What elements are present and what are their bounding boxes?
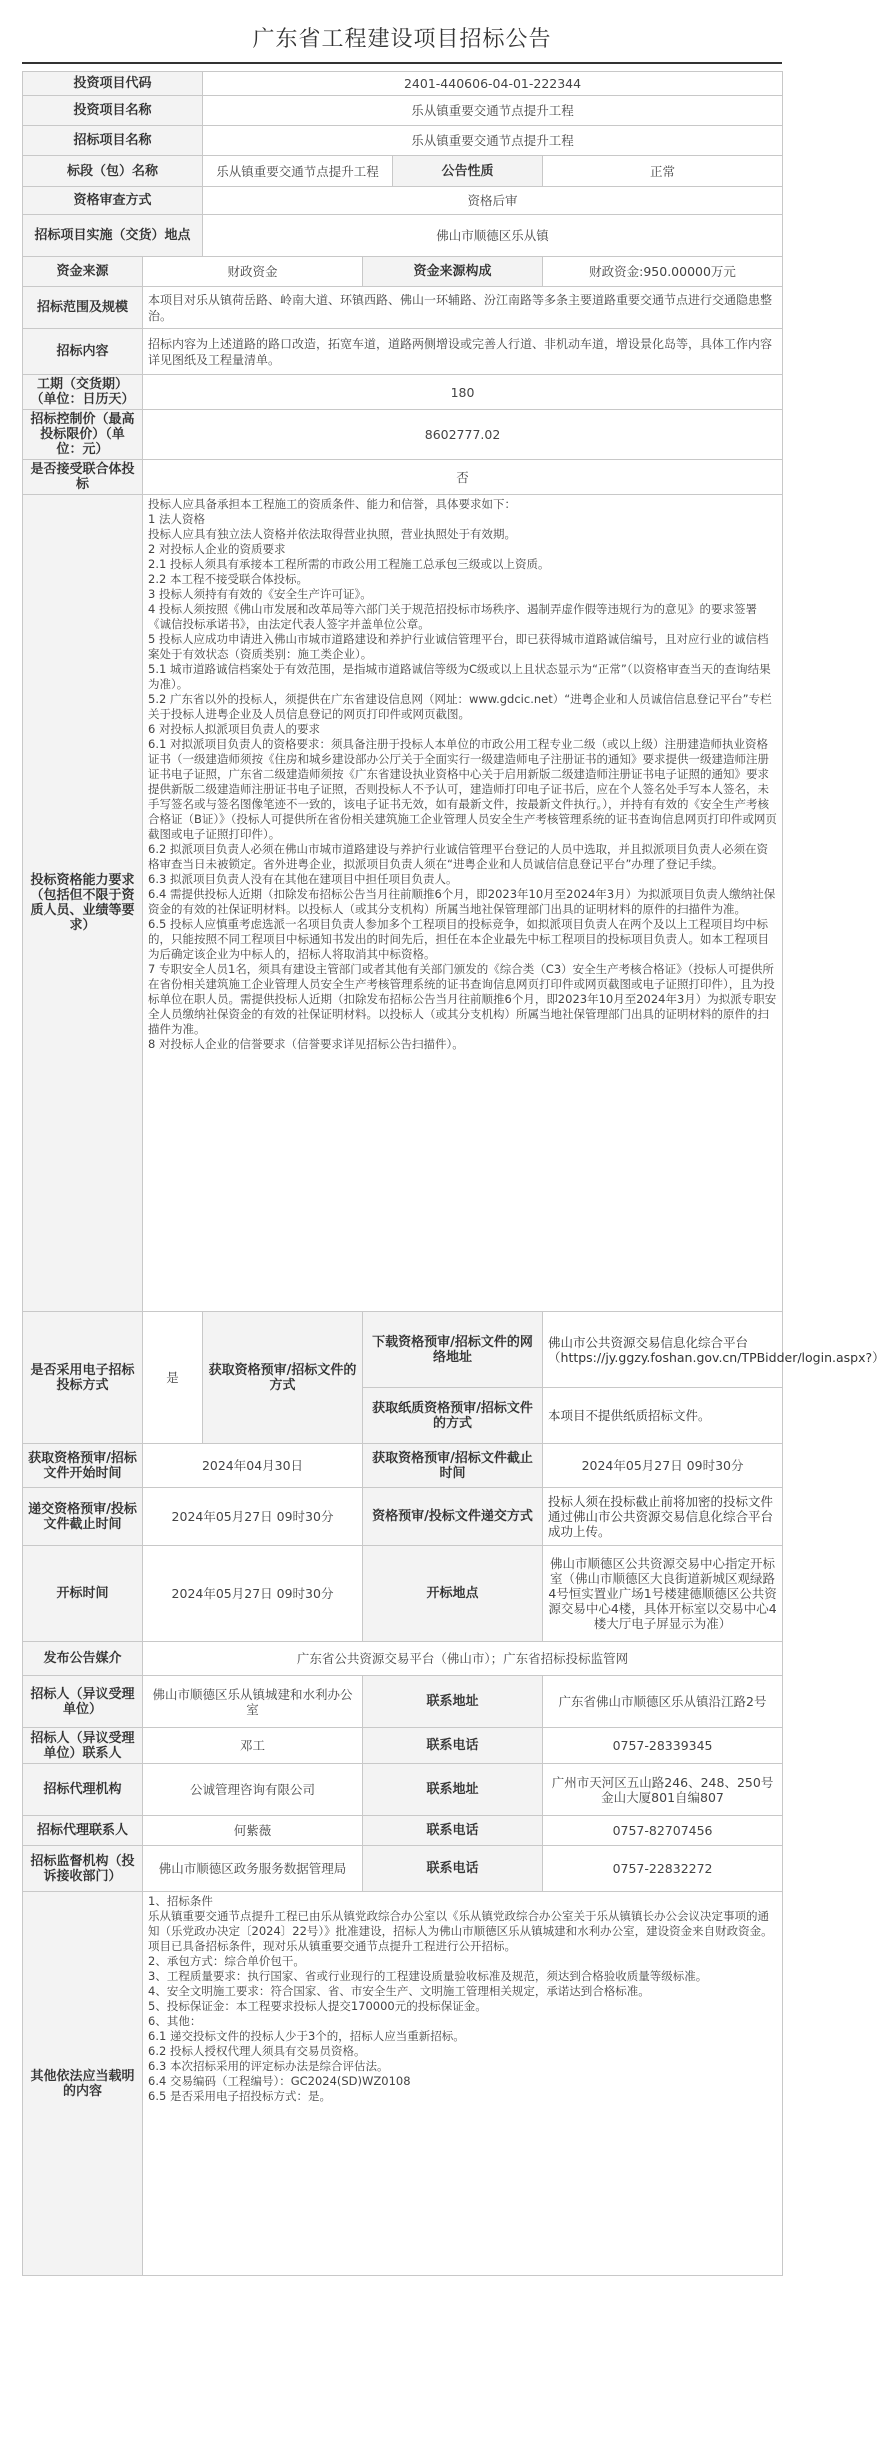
electronic-label: 是否采用电子招标投标方式 (23, 1312, 143, 1444)
title-divider (22, 62, 782, 64)
row-submit-time (23, 1488, 783, 1546)
other-content-label: 其他依法应当载明的内容 (23, 1892, 143, 2276)
row-other (23, 1892, 783, 2276)
row-duration (23, 375, 783, 410)
project-name-value: 乐从镇重要交通节点提升工程 (203, 96, 783, 126)
qualification-value: 投标人应具备承担本工程施工的资质条件、能力和信誉，具体要求如下： 1 法人资格 投标人应具有独立法人资格并依法取得营业执照，营业执照处于有效期。 2 对投标人企业的资质要求 2.1 投标人须具有承接本工程所需的市政公用工程施工总承包三级或以上资质。 2.2 本工程不接受联合体投标。 3 投标人须持有有效的《安全生产许可证》。 4 投标人须按照《佛山市发展和改革局等六部门关于规范招投标市场秩序、遏制弄虚作假等违规行为的意见》的要求签署《诚信投标承诺书》，由法定代表人签字并盖单位公章。 5 投标人应成功申请进入佛山市城市道路建设和养护行业诚信管理平台，即已获得城市道路诚信编号，且对应行业的诚信档案处于有效状态（资质类别：施工类企业）。 5.1 城市道路诚信档案处于有效范围，是指城市道路诚信等级为C级或以上且状态显示为“正常”（以资格审查当天的查询结果为准）。 5.2 广东省以外的投标人，须提供在广东省建设信息网（网址：www.gdcic.net）“进粤企业和人员诚信信息登记平台”专栏关于投标人进粤企业及人员信息登记的网页打印件或网页截图。 6 对投标人拟派项目负责人的要求 6.1 对拟派项目负责人的资格要求：须具备注册于投标人本单位的市政公用工程专业二级（或以上级）注册建造师执业资格证书（一级建造师须按《住房和城乡建设部办公厅关于全面实行一级建造师电子注册证书的通知》要求提供一级建造师注册证书电子证照，广东省二级建造师须按《广东省建设执业资格中心关于启用新版二级建造师注册证书电子证照的通知》要求提供新版二级建造师注册证书电子证照，否则投标人不予认可，建造师打印电子证书后，应在个人签名处手写本人签名，未手写签名或与签名图像笔迹不一致的，该电子证书无效，如有最新文件，按最新文件执行。），并持有有效的《安全生产考核合格证（B证）》（投标人可提供所在省份相关建筑施工企业管理人员安全生产考核管理系统的证书查询信息网页打印件或网页截图或电子证照打印件）。 6.2 拟派项目负责人必须在佛山市城市道路建设与养护行业诚信管理平台登记的人员中选取，并且拟派项目负责人必须在资格审查当日未被锁定。省外进粤企业，拟派项目负责人须在“进粤企业和人员诚信信息登记平台”办理了登记手续。 6.3 拟派项目负责人没有在其他在建项目中担任项目负责人。 6.4 需提供投标人近期（扣除发布招标公告当月往前顺推6个月，即2023年10月至2024年3月）为拟派项目负责人缴纳社保资金的有效的社保证明材料。以投标人（或其分支机构）所属当地社保管理部门出具的证明材料的原件的扫描件为准。 6.5 投标人应慎重考虑选派一名项目负责人参加多个工程项目的投标竞争，如拟派项目负责人在两个及以上工程项目均中标的，只能按照不同工程项目中标通知书发出的时间先后，担任在本企业最先中标工程项目的投标项目负责人。如本工程项目为后确定该企业为中标人的，招标人将取消其中标资格。 7 专职安全人员1名，须具有建设主管部门或者其他有关部门颁发的《综合类（C3）安全生产考核合格证》（投标人可提供所在省份相关建筑施工企业管理人员安全生产考核管理系统的证书查询信息网页打印件或网页截图或电子证照打印件），且为投标单位在职人员。需提供投标人近期（扣除发布招标公告当月往前顺推6个月，即2023年10月至2024年3月）为拟派专职安全人员缴纳社保资金的有效的社保证明材料。以投标人（或其分支机构）所属当地社保管理部门出具的证明材料的原件的扫描件为准。 8 对投标人企业的信誉要求（信誉要求详见招标公告扫描件）。 (143, 495, 783, 1312)
tenderer-address-label: 联系地址 (363, 1676, 543, 1728)
funding-composition-label: 资金来源构成 (363, 257, 543, 287)
tenderer-phone-value: 0757-28339345 (543, 1728, 783, 1764)
project-code-label: 投资项目代码 (23, 72, 203, 96)
row-content (23, 329, 783, 375)
electronic-value: 是 (143, 1312, 203, 1444)
tenderer-value: 佛山市顺德区乐从镇城建和水利办公室 (143, 1676, 363, 1728)
tender-project-label: 招标项目名称 (23, 126, 203, 156)
duration-value: 180 (143, 375, 783, 410)
agency-phone-label: 联系电话 (363, 1816, 543, 1846)
tenderer-phone-label: 联系电话 (363, 1728, 543, 1764)
download-address-value: 佛山市公共资源交易信息化综合平台 （https://jy.ggzy.foshan.gov.cn/TPBidder/login.aspx?） (543, 1312, 783, 1388)
agency-address-value: 广州市天河区五山路246、248、250号金山大厦801自编807 (543, 1764, 783, 1816)
agency-contact-label: 招标代理联系人 (23, 1816, 143, 1846)
row-obtain-time (23, 1444, 783, 1488)
agency-phone-value: 0757-82707456 (543, 1816, 783, 1846)
tender-project-value: 乐从镇重要交通节点提升工程 (203, 126, 783, 156)
open-place-label: 开标地点 (363, 1546, 543, 1642)
project-name-label: 投资项目名称 (23, 96, 203, 126)
tender-info-table (22, 71, 885, 2276)
row-consortium (23, 460, 783, 495)
page-title: 广东省工程建设项目招标公告 (252, 27, 552, 52)
max-price-label: 招标控制价（最高投标限价）（单位：元） (23, 410, 143, 460)
content-value: 招标内容为上述道路的路口改造，拓宽车道，道路两侧增设或完善人行道、非机动车道，增设景化岛等，具体工作内容详见图纸及工程量清单。 (143, 329, 783, 375)
consortium-label: 是否接受联合体投标 (23, 460, 143, 495)
row-scope (23, 287, 783, 329)
location-value: 佛山市顺德区乐从镇 (203, 215, 783, 257)
supervision-value: 佛山市顺德区政务服务数据管理局 (143, 1846, 363, 1892)
review-method-label: 资格审查方式 (23, 187, 203, 215)
content-label: 招标内容 (23, 329, 143, 375)
scope-label: 招标范围及规模 (23, 287, 143, 329)
funding-source-label: 资金来源 (23, 257, 143, 287)
row-max-price (23, 410, 783, 460)
row-project-name (23, 96, 783, 126)
row-location (23, 215, 783, 257)
row-tenderer-contact (23, 1728, 783, 1764)
funding-source-value: 财政资金 (143, 257, 363, 287)
submit-method-value: 投标人须在投标截止前将加密的投标文件通过佛山市公共资源交易信息化综合平台成功上传。 (543, 1488, 783, 1546)
scope-value: 本项目对乐从镇荷岳路、岭南大道、环镇西路、佛山一环辅路、汾江南路等多条主要道路重要交通节点进行交通隐患整治。 (143, 287, 783, 329)
paper-method-value: 本项目不提供纸质招标文件。 (543, 1388, 783, 1444)
section-value: 乐从镇重要交通节点提升工程 (203, 156, 393, 187)
agency-address-label: 联系地址 (363, 1764, 543, 1816)
obtain-end-value: 2024年05月27日 09时30分 (543, 1444, 783, 1488)
location-label: 招标项目实施（交货）地点 (23, 215, 203, 257)
notice-nature-label: 公告性质 (393, 156, 543, 187)
row-tenderer (23, 1676, 783, 1728)
tenderer-contact-value: 邓工 (143, 1728, 363, 1764)
row-open-time (23, 1546, 783, 1642)
submit-deadline-label: 递交资格预审/投标文件截止时间 (23, 1488, 143, 1546)
supervision-label: 招标监督机构（投诉接收部门） (23, 1846, 143, 1892)
row-tender-project (23, 126, 783, 156)
row-electronic-download (23, 1312, 783, 1388)
submit-method-label: 资格预审/投标文件递交方式 (363, 1488, 543, 1546)
row-media (23, 1642, 783, 1676)
agency-label: 招标代理机构 (23, 1764, 143, 1816)
row-review (23, 187, 783, 215)
paper-method-label: 获取纸质资格预审/招标文件的方式 (363, 1388, 543, 1444)
qualification-label: 投标资格能力要求（包括但不限于资质人员、业绩等要求） (23, 495, 143, 1312)
row-agency (23, 1764, 783, 1816)
open-time-value: 2024年05月27日 09时30分 (143, 1546, 363, 1642)
obtain-start-label: 获取资格预审/招标文件开始时间 (23, 1444, 143, 1488)
supervision-phone-label: 联系电话 (363, 1846, 543, 1892)
open-place-value: 佛山市顺德区公共资源交易中心指定开标室（佛山市顺德区大良街道新城区观绿路4号恒实置业广场1号楼建德顺德区公共资源交易中心4楼，具体开标室以交易中心4楼大厅电子屏显示为准） (543, 1546, 783, 1642)
agency-value: 公诚管理咨询有限公司 (143, 1764, 363, 1816)
row-qualification (23, 495, 783, 1312)
download-address-label: 下载资格预审/招标文件的网络地址 (363, 1312, 543, 1388)
tenderer-label: 招标人（异议受理单位） (23, 1676, 143, 1728)
tenderer-address-value: 广东省佛山市顺德区乐从镇沿江路2号 (543, 1676, 783, 1728)
row-project-code (23, 72, 783, 96)
media-label: 发布公告媒介 (23, 1642, 143, 1676)
agency-contact-value: 何紫薇 (143, 1816, 363, 1846)
row-agency-contact (23, 1816, 783, 1846)
other-content-value: 1、招标条件 乐从镇重要交通节点提升工程已由乐从镇党政综合办公室以《乐从镇党政综合办公室关于乐从镇镇长办公会议决定事项的通知（乐党政办决定〔2024〕22号）》批准建设，招标人为佛山市顺德区乐从镇城建和水利办公室，建设资金来自财政资金。项目已具备招标条件，现对乐从镇重要交通节点提升工程进行公开招标。 2、承包方式：综合单价包干。 3、工程质量要求：执行国家、省或行业现行的工程建设质量验收标准及规范，须达到合格验收质量等级标准。 4、安全文明施工要求：符合国家、省、市安全生产、文明施工管理相关规定，承诺达到合格标准。 5、投标保证金：本工程要求投标人提交170000元的投标保证金。 6、其他： 6.1 递交投标文件的投标人少于3个的，招标人应当重新招标。 6.2 投标人授权代理人须具有交易员资格。 6.3 本次招标采用的评定标办法是综合评估法。 6.4 交易编码（工程编号）：GC2024(SD)WZ0108 6.5 是否采用电子招投标方式：是。 (143, 1892, 783, 2276)
funding-composition-value: 财政资金:950.00000万元 (543, 257, 783, 287)
review-method-value: 资格后审 (203, 187, 783, 215)
open-time-label: 开标时间 (23, 1546, 143, 1642)
notice-nature-value: 正常 (543, 156, 783, 187)
obtain-end-label: 获取资格预审/招标文件截止时间 (363, 1444, 543, 1488)
row-section (23, 156, 783, 187)
row-funding (23, 257, 783, 287)
supervision-phone-value: 0757-22832272 (543, 1846, 783, 1892)
section-label: 标段（包）名称 (23, 156, 203, 187)
obtain-method-label: 获取资格预审/招标文件的方式 (203, 1312, 363, 1444)
media-value: 广东省公共资源交易平台（佛山市）；广东省招标投标监管网 (143, 1642, 783, 1676)
project-code-value: 2401-440606-04-01-222344 (203, 72, 783, 96)
obtain-start-value: 2024年04月30日 (143, 1444, 363, 1488)
submit-deadline-value: 2024年05月27日 09时30分 (143, 1488, 363, 1546)
tenderer-contact-label: 招标人（异议受理单位）联系人 (23, 1728, 143, 1764)
max-price-value: 8602777.02 (143, 410, 783, 460)
duration-label: 工期（交货期）（单位：日历天） (23, 375, 143, 410)
row-supervision (23, 1846, 783, 1892)
consortium-value: 否 (143, 460, 783, 495)
